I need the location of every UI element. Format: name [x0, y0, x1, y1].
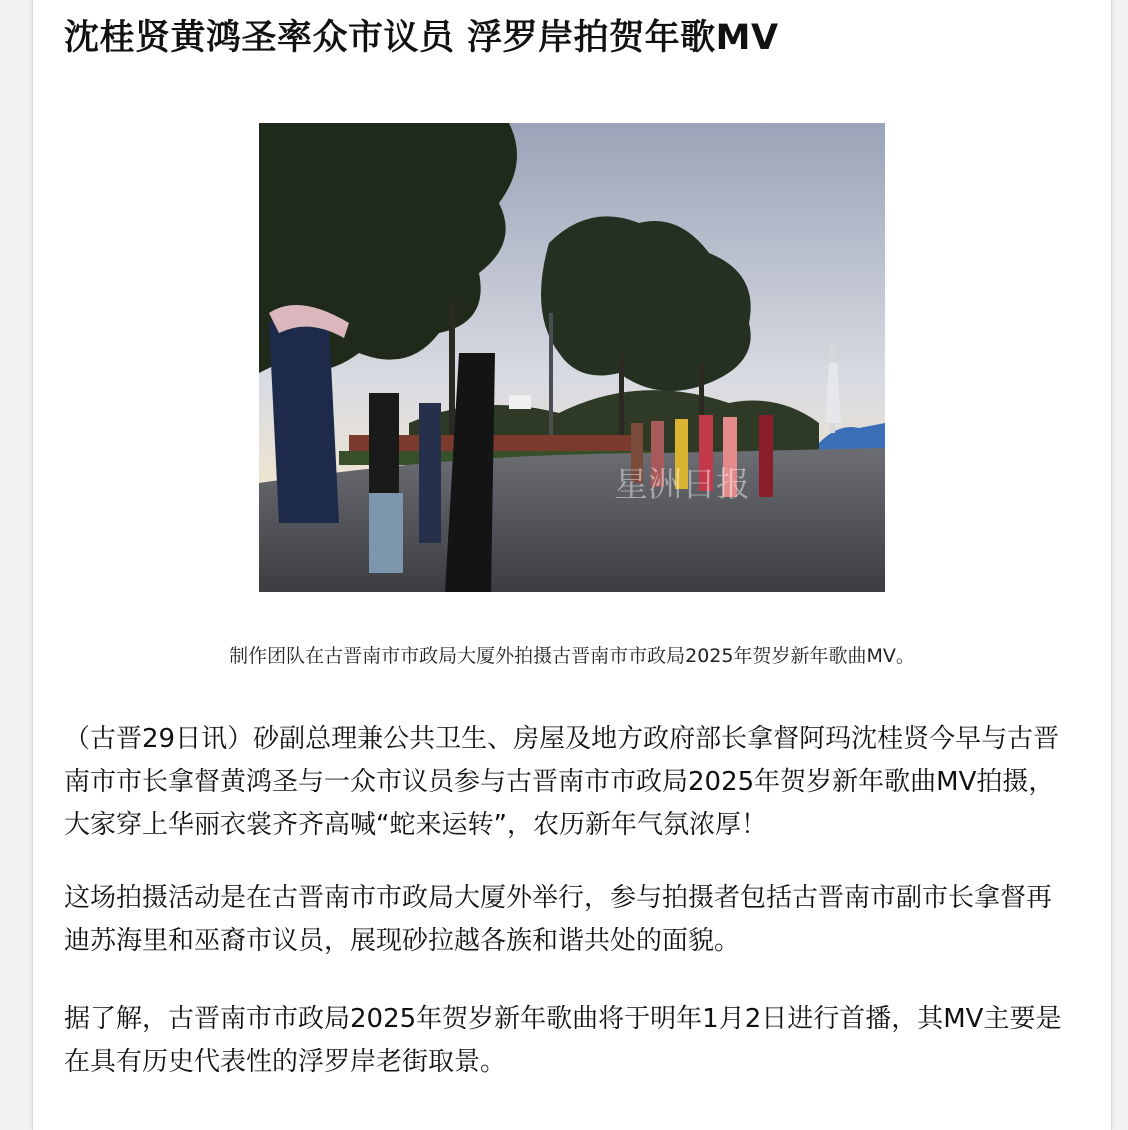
article-paragraph: 据了解，古晋南市市政局2025年贺岁新年歌曲将于明年1月2日进行首播，其MV主要是在具有历史代表性的浮罗岸老街取景。 — [64, 1004, 1062, 1077]
photo-illustration — [259, 123, 885, 592]
article-paragraph: （古晋29日讯）砂副总理兼公共卫生、房屋及地方政府部长拿督阿玛沈桂贤今早与古晋南市市长拿督黄鸿圣与一众市议员参与古晋南市市政局2025年贺岁新年歌曲MV拍摄，大家穿上华丽衣裳齐齐高喊“蛇来运转”，农历新年气氛浓厚！ — [64, 724, 1060, 840]
article-photo — [259, 123, 885, 592]
photo-caption: 制作团队在古晋南市市政局大厦外拍摄古晋南市市政局2025年贺岁新年歌曲MV。 — [229, 645, 915, 667]
photo-watermark: 星洲日报 — [614, 465, 750, 505]
article-page — [32, 0, 1112, 1130]
article-headline: 沈桂贤黄鸿圣率众市议员 浮罗岸拍贺年歌MV — [64, 18, 779, 58]
article-paragraph: 这场拍摄活动是在古晋南市市政局大厦外举行，参与拍摄者包括古晋南市副市长拿督再迪苏海里和巫裔市议员，展现砂拉越各族和谐共处的面貌。 — [64, 883, 1053, 956]
